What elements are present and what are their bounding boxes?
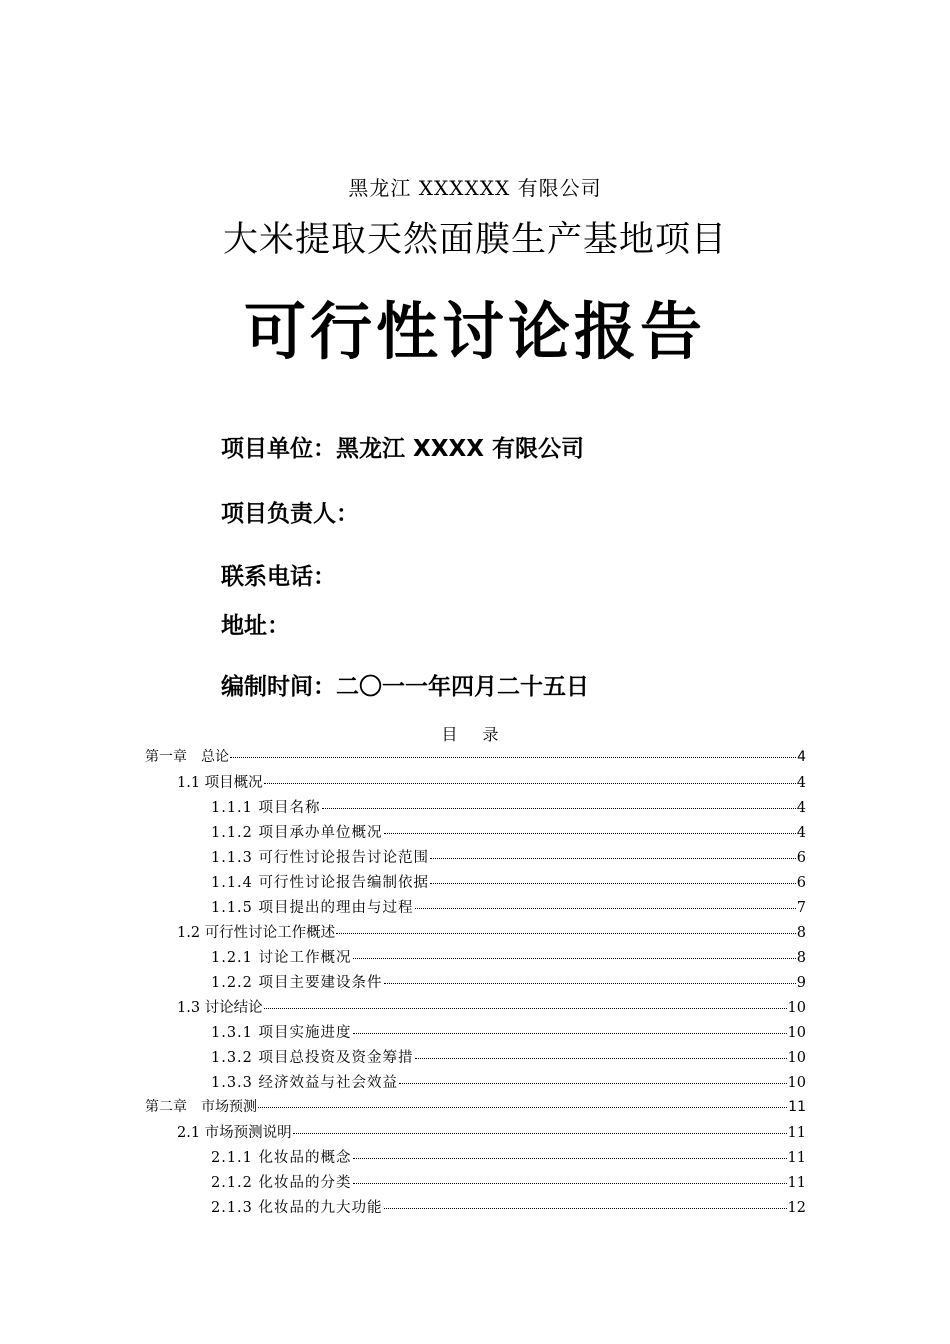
toc-entry[interactable] xyxy=(211,821,806,843)
toc-entry[interactable] xyxy=(211,871,806,893)
toc-entry-page: 11 xyxy=(788,1099,806,1115)
toc-leader-dots xyxy=(430,883,796,884)
toc-entry-page: 4 xyxy=(796,825,806,841)
company-name: 黑龙江 XXXXXX 有限公司 xyxy=(348,176,602,200)
toc-entry-page: 12 xyxy=(787,1200,806,1216)
toc-entry[interactable] xyxy=(211,1146,806,1168)
toc-leader-dots xyxy=(384,1208,787,1209)
toc-heading: 目 录 xyxy=(441,725,509,744)
toc-entry-title: 2.1.1 化妆品的概念 xyxy=(211,1150,352,1166)
toc-entry-title: 1.3.2 项目总投资及资金筹措 xyxy=(211,1050,414,1066)
toc-entry-page: 4 xyxy=(796,775,806,791)
toc-entry-title: 1.1.4 可行性讨论报告编制依据 xyxy=(211,875,430,891)
toc-entry-page: 4 xyxy=(796,800,806,816)
toc-entry-page: 10 xyxy=(787,1025,806,1041)
toc-entry-title: 1.1 项目概况 xyxy=(177,775,263,791)
toc-entry-page: 9 xyxy=(796,975,806,991)
toc-entry-page: 10 xyxy=(787,1050,806,1066)
toc-leader-dots xyxy=(353,1158,787,1159)
toc-entry-title: 1.3 讨论结论 xyxy=(177,1000,263,1016)
toc-leader-dots xyxy=(384,833,796,834)
toc-entry[interactable] xyxy=(177,771,806,793)
toc-leader-dots xyxy=(336,933,796,934)
toc-entry-page: 8 xyxy=(796,950,806,966)
project-unit: 项目单位：黑龙江 XXXX 有限公司 xyxy=(221,436,584,462)
toc-entry-page: 11 xyxy=(787,1125,806,1141)
toc-entry-page: 4 xyxy=(797,749,806,765)
toc-leader-dots xyxy=(258,1107,787,1108)
toc-entry[interactable] xyxy=(211,1046,806,1068)
toc-entry[interactable] xyxy=(211,1171,806,1193)
toc-entry-title: 1.1.2 项目承办单位概况 xyxy=(211,825,383,841)
toc-entry[interactable] xyxy=(211,1196,806,1218)
toc-entry-title: 2.1.2 化妆品的分类 xyxy=(211,1175,352,1191)
toc-leader-dots xyxy=(230,757,796,758)
toc-entry[interactable] xyxy=(211,946,806,968)
toc-entry[interactable] xyxy=(211,846,806,868)
compile-date: 编制时间：二〇一一年四月二十五日 xyxy=(221,674,589,700)
toc-entry-title: 1.2.2 项目主要建设条件 xyxy=(211,975,383,991)
toc-leader-dots xyxy=(384,983,796,984)
toc-entry-page: 7 xyxy=(796,900,806,916)
toc-entry[interactable] xyxy=(211,1021,806,1043)
toc-entry-page: 11 xyxy=(787,1175,806,1191)
toc-entry-title: 第二章 市场预测 xyxy=(145,1099,257,1115)
toc-leader-dots xyxy=(353,1033,787,1034)
toc-entry-page: 6 xyxy=(796,875,806,891)
toc-entry[interactable] xyxy=(211,796,806,818)
toc-entry[interactable] xyxy=(211,896,806,918)
toc-leader-dots xyxy=(322,808,796,809)
toc-leader-dots xyxy=(399,1083,787,1084)
toc-entry-title: 1.1.3 可行性讨论报告讨论范围 xyxy=(211,850,430,866)
toc-entry-page: 6 xyxy=(796,850,806,866)
toc-entry-page: 10 xyxy=(787,1075,806,1091)
contact-phone: 联系电话： xyxy=(221,564,336,590)
toc-leader-dots xyxy=(353,958,796,959)
toc-leader-dots xyxy=(415,1058,787,1059)
toc-entry[interactable] xyxy=(177,921,806,943)
toc-entry-title: 2.1.3 化妆品的九大功能 xyxy=(211,1200,383,1216)
toc-leader-dots xyxy=(415,908,796,909)
toc-entry[interactable] xyxy=(177,1121,806,1143)
toc-leader-dots xyxy=(293,1133,787,1134)
toc-entry-title: 第一章 总论 xyxy=(145,749,229,765)
project-name: 大米提取天然面膜生产基地项目 xyxy=(222,220,727,260)
toc-entry-title: 1.3.3 经济效益与社会效益 xyxy=(211,1075,399,1091)
toc-entry-title: 1.3.1 项目实施进度 xyxy=(211,1025,352,1041)
toc-leader-dots xyxy=(264,1008,787,1009)
toc-entry-title: 1.2.1 讨论工作概况 xyxy=(211,950,352,966)
address: 地址： xyxy=(221,613,290,639)
toc-entry-title: 2.1 市场预测说明 xyxy=(177,1125,292,1141)
project-leader: 项目负责人： xyxy=(221,501,359,527)
toc-entry[interactable] xyxy=(211,1071,806,1093)
toc-entry[interactable] xyxy=(211,971,806,993)
toc-entry[interactable] xyxy=(177,996,806,1018)
toc-entry-title: 1.1.1 项目名称 xyxy=(211,800,321,816)
toc-entry[interactable] xyxy=(145,1096,806,1118)
toc-entry-title: 1.2 可行性讨论工作概述 xyxy=(177,925,336,941)
toc-entry-page: 10 xyxy=(787,1000,806,1016)
toc-leader-dots xyxy=(264,783,796,784)
toc-entry-page: 8 xyxy=(796,925,806,941)
toc-entry-title: 1.1.5 项目提出的理由与过程 xyxy=(211,900,414,916)
toc-entry[interactable] xyxy=(145,746,806,768)
report-title: 可行性讨论报告 xyxy=(243,295,706,368)
toc-entry-page: 11 xyxy=(787,1150,806,1166)
toc-leader-dots xyxy=(353,1183,787,1184)
toc-leader-dots xyxy=(430,858,796,859)
